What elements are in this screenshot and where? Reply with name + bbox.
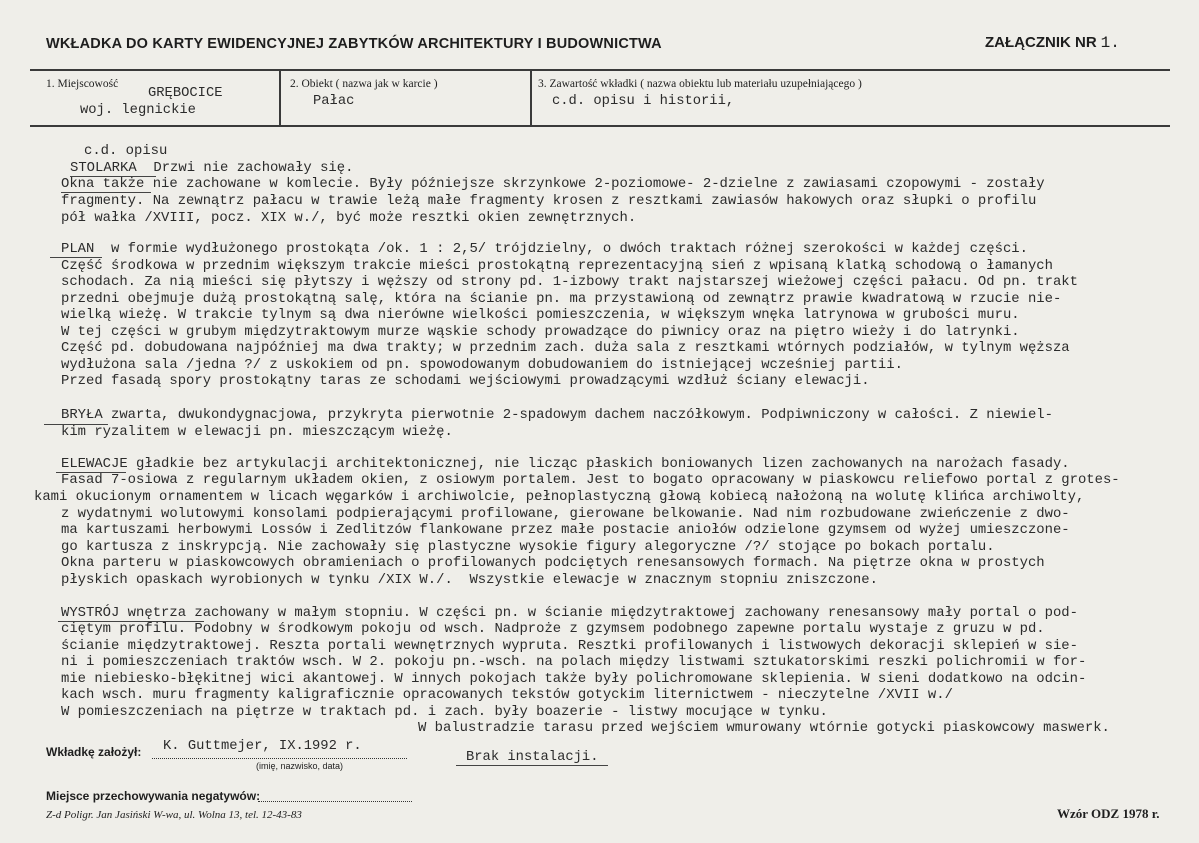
body-line: Okna także nie zachowane w komlecie. Były późniejsze skrzynkowe 2-poziomowe- 2-dzielne z zawiasami czopowymi - zostały [61,176,1045,192]
place-value: GRĘBOCICE [148,86,223,101]
body-line: fragmenty. Na zewnątrz pałacu w trawie leżą małe fragmenty krosen z resztkami zawiasów hakowych oraz słupki o profilu [61,193,1037,209]
table-divider-1 [279,69,281,126]
inserted-by-line [152,758,407,759]
body-line: płyskich opaskach wyrobionych w tynku /XIX W./. Wszystkie elewacje w znacznym stopniu zniszczone. [61,572,878,588]
form-id: Wzór ODZ 1978 r. [1057,806,1160,821]
body-line: W pomieszczeniach na piętrze w traktach pd. i zach. były boazerie - listwy mocujące w tynku. [61,704,828,720]
inserted-by-caption: (imię, nazwisko, data) [256,761,344,771]
body-line: Część środkowa w przednim większym trakcie mieści prostokątną reprezentacyjną sień z wpisaną klatką schodową o łamanych [61,258,1053,274]
body-line: mie niebiesko-błękitnej wici akantowej. W innych pokojach także były polichromowane sklepienia. W sieni dodatkowo na odcin- [61,671,1087,687]
inserted-by-label: Wkładkę założył: [46,745,142,759]
body-line: BRYŁA zwarta, dwukondygnacjowa, przykryta pierwotnie 2-spadowym dachem naczółkowym. Podpiwniczony w całości. Z niewiel- [61,407,1053,423]
underline-plan [50,257,102,258]
underline-stolarka [70,176,156,177]
body-line: Część pd. dobudowana najpóźniej ma dwa trakty; w przednim zach. duża sala z resztkami wtórnych podziałów, w tylnym węższa [61,340,1070,356]
body-line: ni i pomieszczeniach traktów wsch. W 2. pokoju pn.-wsch. na polach między listwami sztukatorskimi reszki polichromii w for- [61,654,1087,670]
inserted-by-value: K. Guttmejer, IX.1992 r. [163,739,362,754]
form-title: WKŁADKA DO KARTY EWIDENCYJNEJ ZABYTKÓW ARCHITEKTURY I BUDOWNICTWA [46,36,662,52]
body-line: go kartusza z inskrypcją. Nie zachowały się plastyczne wysokie figury alegoryczne /?/ stojące po bokach portalu. [61,539,995,555]
body-line: z wydatnymi wolutowymi konsolami podpierającymi profilowane, gierowane belkowanie. Nad nim rozbudowane zwieńczenie z dwo- [61,506,1070,522]
body-line: ma kartuszami herbowymi Lossów i Zedlitzów flankowane przez małe postacie aniołów odzielone gzymsem od wyżej umieszczone- [61,522,1070,538]
printer-imprint: Z-d Poligr. Jan Jasiński W-wa, ul. Wolna 13, tel. 12-43-83 [46,809,302,821]
annex-label [985,34,1120,52]
body-line: Przed fasadą spory prostokątny taras ze schodami wejściowymi prowadzącymi wzdłuż ściany elewacji. [61,373,870,389]
body-line: ścianie międzytraktowej. Reszta portali wewnętrznych wypruta. Resztki profilowanych i listwowych dekoracji sklepień w sie- [61,638,1078,654]
table-bottom-rule [30,125,1170,127]
table-top-rule [30,69,1170,71]
underline-wystroj [58,621,204,622]
installations-underline [456,765,608,766]
body-line: c.d. opisu [84,143,168,159]
installations-value: Brak instalacji. [466,750,599,765]
content-value: c.d. opisu i historii, [552,94,735,109]
body-line: ciętym profilu. Podobny w środkowym pokoju od wsch. Nadproże z gzymsem podobnego zapewne portalu wystaje z gruzu w pd. [61,621,1045,637]
object-label: 2. Obiekt ( nazwa jak w karcie ) [290,78,438,90]
body-line: kami okucionym ornamentem w licach węgarków i archiwolcie, pełnoplastyczną głową kobiecą nałożoną na wolutę klińca archiwolty, [34,489,1085,505]
body-line: kim ryzalitem w elewacji pn. mieszczącym wieżę. [61,424,453,440]
body-line: wydłużona sala /jedna ?/ z uskokiem od pn. spowodowanym dobudowaniem do istniejącej wcześniej partii. [61,357,903,373]
negatives-label: Miejsce przechowywania negatywów: [46,789,261,803]
underline-bryla [44,424,108,425]
table-divider-2 [530,69,532,126]
body-line: WYSTRÓJ wnętrza zachowany w małym stopniu. W części pn. w ścianie międzytraktowej zachowany renesansowy mały portal o pod- [61,605,1078,621]
voivodeship-value: woj. legnickie [80,103,196,118]
body-line: Okna parteru w piaskowcowych obramieniach o profilowanych podciętych renesansowych formach. Na piętrze okna w prostych [61,555,1045,571]
content-label: 3. Zawartość wkładki ( nazwa obiektu lub materiału uzupełniającego ) [538,78,862,90]
body-line: Fasad 7-osiowa z regularnym układem okien, z osiowym portalem. Jest to bogato opracowany w piaskowcu reliefowo portal z grotes- [61,472,1120,488]
body-line: schodach. Za nią mieści się płytszy i węższy od strony pd. 1-izbowy trakt najstarszej wieżowej części pałacu. Od pn. trakt [61,274,1078,290]
body-line: ELEWACJE gładkie bez artykulacji architektonicznej, nie licząc płaskich boniowanych lizen zachowanych na narożach fasady. [61,456,1070,472]
body-line: wielką wieżę. W trakcie tylnym są dwa nierówne wielkości pomieszczenia, w większym wnęka latrynowa w grubości muru. [61,307,1020,323]
body-line: przedni obejmuje dużą prostokątną salę, która na ścianie pn. ma przystawioną od zewnątrz prawie kwadratową w rzucie nie- [61,291,1062,307]
object-value: Pałac [313,94,355,109]
body-line: PLAN w formie wydłużonego prostokąta /ok. 1 : 2,5/ trójdzielny, o dwóch traktach różnej szerokości w każdej części. [61,241,1028,257]
body-line: kach wsch. muru fragmenty kaligraficznie opracowanych tekstów gotyckim liternictwem - nieczytelne /XVII w./ [61,687,953,703]
place-label: 1. Miejscowość [46,78,119,90]
body-line: STOLARKA Drzwi nie zachowały się. [70,160,354,176]
underline-okna [61,192,151,193]
annex-label-text: ZAŁĄCZNIK NR [985,34,1097,51]
body-line: pół wałka /XVIII, pocz. XIX w./, być może resztki okien zewnętrznych. [61,210,637,226]
negatives-line [258,801,412,802]
body-line: W tej części w grubym międzytraktowym murze wąskie schody prowadzące do piwnicy oraz na piętro wieży i do latrynki. [61,324,1020,340]
body-line: W balustradzie tarasu przed wejściem wmurowany wtórnie gotycki piaskowcowy maswerk. [418,720,1110,736]
underline-elewacje [56,472,126,473]
annex-number: 1. [1100,34,1120,52]
